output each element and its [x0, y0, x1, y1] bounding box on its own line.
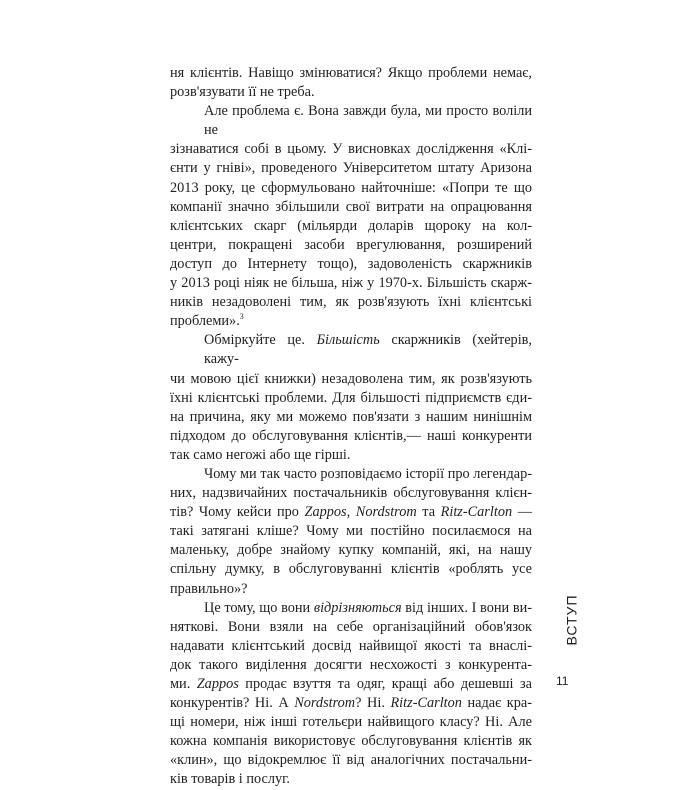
text-run: Чому ми так часто розповідаємо історії про легендар-	[204, 465, 532, 482]
text-run: у 2013 році ніяк не більша, ніж у 1970-х. Більшість скарж-	[170, 275, 532, 292]
body-text	[170, 64, 532, 790]
text-run: скаржників (хейтерів, кажу-	[204, 332, 533, 368]
text-run: надавати клієнтський досвід найвищої якості та внаслі-	[170, 637, 532, 654]
text-run: щі номери, ніж інші готельєри найвищого класу? Ні. Але	[170, 714, 532, 731]
text-line	[170, 274, 532, 293]
text-line	[170, 618, 532, 637]
text-run: проблеми».	[170, 313, 240, 330]
section-label: ВСТУП	[564, 594, 580, 646]
italic-text: Більшість	[316, 332, 380, 349]
italic-text: Ritz-Carlton	[440, 504, 513, 521]
text-line	[170, 694, 532, 713]
text-line	[170, 293, 532, 312]
section-tab	[560, 584, 584, 656]
paragraph	[170, 102, 532, 331]
text-line	[170, 217, 532, 236]
text-run: них, надзвичайних постачальників обслуговування клієн-	[170, 485, 532, 502]
text-line	[170, 484, 532, 503]
text-line	[170, 751, 532, 770]
text-run: «клин», що відокремлює її від аналогічних постачальни-	[170, 752, 532, 769]
text-run: від інших. І вони ви-	[401, 599, 532, 616]
text-run: тів? Чому кейси про	[170, 504, 305, 521]
text-run: доступ до Інтернету тощо), задоволеність скаржників	[170, 255, 532, 272]
italic-text: Zappos	[196, 676, 239, 692]
text-line	[170, 255, 532, 274]
text-line	[170, 427, 532, 446]
text-run: кожна компанія використовує обслуговування клієнтів як	[170, 733, 532, 750]
text-run: чи мовою цієї книжки) незадоволена тим, як розв'язують	[170, 370, 532, 387]
text-line	[170, 408, 532, 427]
text-run: їхні клієнтські проблеми. Для більшості підприємств єди-	[170, 389, 532, 406]
text-run: зізнаватися собі в цьому. У висновках дослідження «Клі-	[170, 141, 532, 158]
text-line	[170, 637, 532, 656]
text-run: ,	[346, 504, 356, 521]
text-line	[170, 580, 532, 599]
text-run: на причина, яку ми можемо пов'язати з нашим нинішнім	[170, 408, 532, 425]
text-line	[170, 656, 532, 675]
italic-text: Nordstrom	[294, 695, 356, 712]
text-line	[170, 522, 532, 541]
text-line	[170, 560, 532, 579]
text-run: компанії значно збільшили свої витрати на опрацювання	[170, 198, 532, 215]
text-run: клієнтських скарг (мільярди доларів щороку на кол-	[170, 217, 532, 234]
italic-text: відрізняються	[313, 599, 402, 616]
italic-text: Ritz-Carlton	[390, 695, 462, 712]
text-run: няткові. Вони взяли на себе організаційний обов'язок	[170, 618, 532, 635]
text-line	[170, 370, 532, 389]
text-run: —	[512, 504, 532, 521]
text-line	[170, 732, 532, 751]
text-line	[170, 236, 532, 255]
text-run: єнти у гніві», проведеного Університетом штату Аризона	[170, 160, 532, 177]
text-run: розв'язувати її не треба.	[170, 84, 315, 101]
text-line	[170, 140, 532, 159]
paragraph	[170, 465, 532, 599]
text-run: продає взуття та одяг, кращі або дешевші за	[238, 676, 532, 692]
text-line	[170, 198, 532, 217]
footnote-marker: 3	[239, 312, 244, 322]
paragraph	[170, 331, 532, 465]
text-line	[170, 770, 532, 789]
text-line	[170, 83, 532, 102]
text-run: док такого виділення досягти несхожості з конкурента-	[170, 656, 532, 673]
text-run: конкурентів? Ні. А	[170, 695, 295, 712]
text-line	[170, 675, 532, 694]
text-line	[170, 102, 532, 140]
text-run: маленьку, добре знайому купку компаній, які, на нашу	[170, 542, 532, 559]
text-line	[170, 331, 532, 369]
text-line	[170, 159, 532, 178]
paragraph	[170, 64, 532, 102]
text-run: Але проблема є. Вона завжди була, ми просто воліли не	[204, 103, 532, 139]
text-line	[170, 465, 532, 484]
text-run: ків товарів і послуг.	[170, 771, 290, 788]
text-line	[170, 713, 532, 732]
italic-text: Nordstrom	[355, 504, 417, 521]
text-run: центри, покращені засоби врегулювання, розширений	[170, 236, 532, 253]
text-line	[170, 389, 532, 408]
text-run: 2013 року, це сформульовано найточніше: «Попри те що	[170, 179, 532, 196]
text-run: підходом до обслуговування клієнтів,— наші конкуренти	[170, 427, 532, 444]
text-line	[170, 541, 532, 560]
text-line	[170, 446, 532, 465]
text-run: так само негожі або ще гірші.	[170, 446, 351, 463]
text-run: ників незадоволені тим, як розв'язують їхні клієнтські	[170, 294, 532, 311]
text-run: такі затягані кліше? Чому ми постійно посилаємося на	[170, 523, 532, 540]
text-run: ? Ні.	[355, 695, 391, 712]
text-run: Обміркуйте це.	[204, 332, 317, 349]
paragraph	[170, 599, 532, 790]
text-line	[170, 64, 532, 83]
text-run: та	[416, 504, 441, 521]
text-run: Це тому, що вони	[204, 599, 314, 616]
text-line	[170, 312, 532, 331]
text-line	[170, 503, 532, 522]
text-run: надає кра-	[461, 695, 532, 712]
page-number: 11	[556, 674, 569, 688]
text-run: спільну думку, в обслуговуванні клієнтів «роблять усе	[170, 561, 532, 578]
text-line	[170, 599, 532, 618]
text-run: ми.	[170, 676, 197, 692]
text-line	[170, 179, 532, 198]
text-run: правильно»?	[170, 580, 248, 597]
italic-text: Zappos	[304, 504, 347, 521]
text-run: ня клієнтів. Навіщо змінюватися? Якщо проблеми немає,	[170, 65, 532, 81]
